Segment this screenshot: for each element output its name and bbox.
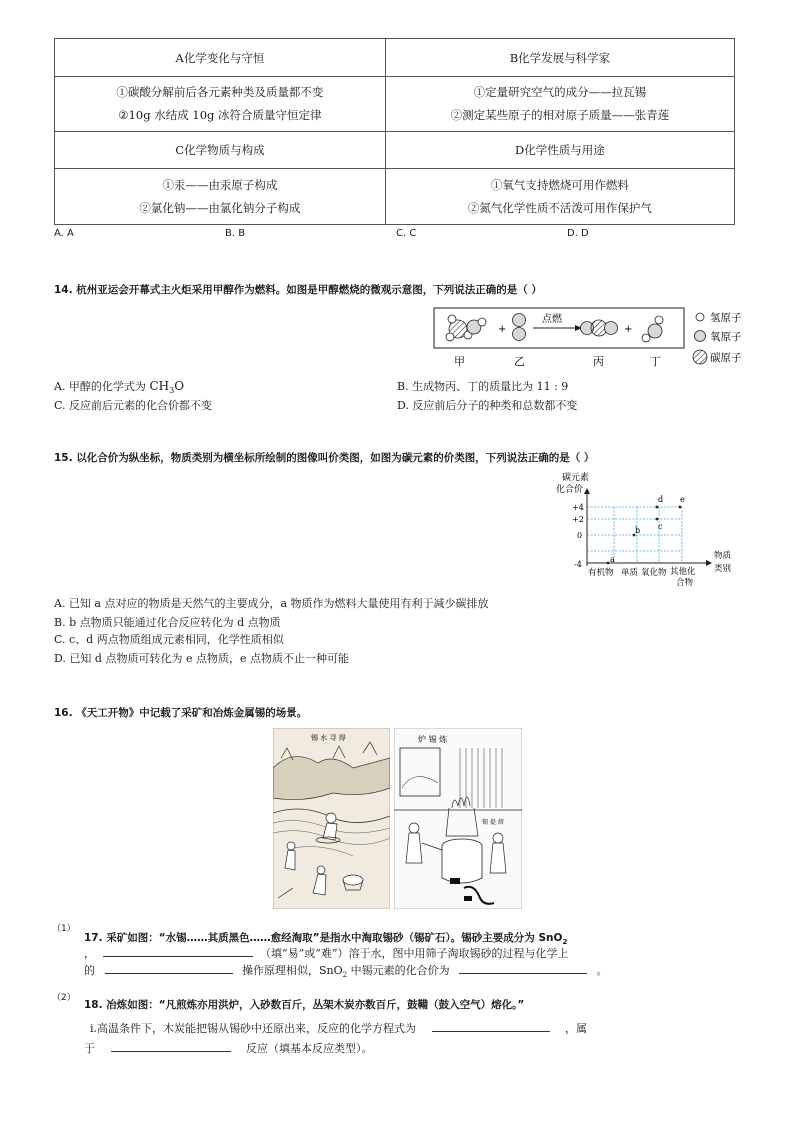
sub1-line3-text2: 中锡元素的化合价为 [347, 964, 450, 977]
ytick-minus4: -4 [574, 560, 582, 569]
label-ding: 丁 [650, 355, 661, 368]
sub2-line3 [84, 1040, 373, 1056]
cell-a-line-2: ②10g 水结成 10g 冰符合质量守恒定律 [118, 108, 322, 122]
cell-b-line-1: ①定量研究空气的成分——拉瓦锡 [473, 85, 647, 99]
molecule-jia [446, 315, 486, 341]
q15-option-a[interactable]: A. 已知 a 点对应的物质是天然气的主要成分，a 物质作为燃料大量使用有利于减少碳排放 [54, 597, 489, 610]
cell-c-body [55, 169, 386, 225]
svg-text:+: + [498, 324, 507, 335]
molecule-bing [581, 320, 618, 336]
cell-b-head: B化学发展与科学家 [385, 39, 734, 77]
sub1-title-sub: 2 [562, 938, 568, 947]
xcat-organic: 有机物 [588, 568, 614, 578]
sub2-line2 [90, 1020, 587, 1036]
carbon-atom-icon [693, 350, 707, 364]
sub1-line2-comma: ， [84, 947, 95, 960]
sub2-number: （2） [52, 993, 76, 1003]
q14-option-d[interactable]: D. 反应前后分子的种类和总数都不变 [397, 399, 578, 412]
sub2-line3-text: 反应（填基本反应类型）。 [246, 1042, 373, 1055]
cell-a-body [55, 77, 386, 132]
legend-carbon: 碳原子 [710, 352, 742, 364]
q16-title: 16. 《天工开物》中记载了采矿和冶炼金属锡的场景。 [54, 707, 308, 719]
cell-b-line-2: ②测定某些原子的相对原子质量——张青莲 [450, 108, 670, 122]
q15-option-b[interactable]: B. b 点物质只能通过化合反应转化为 d 点物质 [54, 616, 281, 629]
sub1-line3-de: 的 [84, 964, 95, 977]
q15-title: 15. 以化合价为纵坐标，物质类别为横坐标所绘制的图像叫价类图，如图为碳元素的价类图，下列说法正确的是（ ） [54, 452, 595, 464]
sub1-line3-text: 操作原理相似，SnO [242, 964, 343, 977]
q14-formula-tail: O [174, 379, 185, 393]
xcat-other-1: 其他化 [670, 567, 696, 577]
q14-option-a-text: A. 甲醇的化学式为 [54, 380, 150, 393]
cell-c-head: C化学物质与构成 [55, 132, 386, 169]
label-yi: 乙 [514, 355, 525, 368]
q14-option-b[interactable]: B. 生成物丙、丁的质量比为 11 : 9 [397, 380, 569, 393]
left-caption: 锡 水 寻 得 [311, 734, 346, 742]
q13-option-a[interactable]: A. A [54, 228, 74, 239]
xcat-other-2: 合物 [676, 578, 694, 588]
sub1-line2 [84, 945, 569, 961]
sub2-line2-text: ⅰ.高温条件下，木炭能把锡从锡砂中还原出来，反应的化学方程式为 [90, 1022, 417, 1035]
sub1-number: （1） [52, 924, 76, 934]
cell-a-line-1: ①碳酸分解前后各元素种类及质量都不变 [116, 85, 324, 99]
sub1-title [84, 930, 567, 946]
sub1-line2-text: （填“易”或“难”）溶于水，图中用筛子淘取锡砂的过程与化学上 [260, 947, 569, 960]
answer-blank-reaction-type[interactable] [111, 1040, 231, 1052]
chart-xlabel-2: 类别 [714, 564, 732, 574]
svg-text:+: + [624, 324, 633, 335]
cell-d-body [385, 169, 734, 225]
right-sign: 锡 提 熔 [482, 819, 504, 826]
point-b-label: b [635, 526, 641, 535]
chart-ylabel-1: 碳元素 [562, 473, 590, 483]
right-caption: 炉 锡 炼 [418, 735, 448, 744]
hydrogen-atom-icon [696, 313, 704, 321]
label-bing: 丙 [593, 355, 604, 368]
cell-a-head: A化学变化与守恒 [55, 39, 386, 77]
q14-reaction-diagram [430, 305, 760, 377]
ytick-plus4: +4 [572, 503, 584, 512]
sub1-line3-period: 。 [596, 964, 608, 977]
point-e-label: e [680, 495, 685, 504]
sub2-line2-shu: ，属 [565, 1022, 588, 1035]
chart-xlabel-1: 物质 [714, 551, 732, 561]
tin-mining-illustration [273, 728, 390, 909]
q14-formula-sub: 3 [169, 386, 175, 396]
sub1-line3 [84, 962, 608, 979]
answer-blank-valence[interactable] [459, 962, 587, 974]
molecule-yi [513, 314, 526, 341]
cell-b-body [385, 77, 734, 132]
point-e [679, 506, 682, 509]
chart-ylabel-2: 化合价 [556, 485, 584, 495]
point-d-label: d [658, 495, 664, 504]
point-d [656, 506, 659, 509]
arrow-label: 点燃 [542, 314, 562, 325]
q15-valence-chart [536, 470, 746, 592]
q14-title: 14. 杭州亚运会开幕式主火炬采用甲醇作为燃料。如图是甲醇燃烧的微观示意图，下列说法正确的是（ ） [54, 284, 542, 296]
q13-option-d[interactable]: D. D [567, 228, 589, 239]
point-a [607, 562, 610, 565]
point-c [656, 518, 659, 521]
molecule-ding [642, 316, 663, 342]
cell-d-line-1: ①氧气支持燃烧可用作燃料 [490, 177, 629, 192]
label-jia: 甲 [454, 355, 465, 368]
q15-option-d[interactable]: D. 已知 d 点物质可转化为 e 点物质，e 点物质不止一种可能 [54, 652, 349, 665]
sub2-title: 18. 冶炼如图：“凡煎炼亦用洪炉，入砂数百斤，丛架木炭亦数百斤，鼓鞴（鼓入空气）熔化。” [84, 999, 525, 1011]
answer-blank-operation[interactable] [105, 962, 233, 974]
cell-d-line-2: ②氮气化学性质不活泼可用作保护气 [467, 200, 652, 215]
legend-oxygen: 氧原子 [710, 331, 742, 343]
answer-blank-solubility[interactable] [103, 945, 253, 957]
point-a-label: a [610, 555, 615, 564]
sub1-title-text: 17. 采矿如图：“水锡……其质黑色……愈经淘取”是指水中淘取锡砂（锡矿石）。锡砂主要成分为 SnO [84, 932, 563, 944]
q14-option-c[interactable]: C. 反应前后元素的化合价都不变 [54, 399, 213, 412]
q13-option-b[interactable]: B. B [225, 228, 246, 239]
legend [693, 311, 742, 364]
q15-option-c[interactable]: C. c、d 两点物质组成元素相同，化学性质相似 [54, 633, 284, 646]
sub2-line3-yu: 于 [84, 1042, 95, 1055]
sub1-line3-sub: 2 [342, 971, 348, 980]
xcat-oxide: 氧化物 [641, 568, 667, 578]
q14-option-a[interactable] [54, 378, 184, 395]
ytick-zero: 0 [577, 531, 583, 540]
xcat-element: 单质 [621, 568, 639, 578]
q14-formula: CH [149, 379, 170, 393]
q13-option-c[interactable]: C. C [396, 228, 417, 239]
legend-hydrogen: 氢原子 [710, 312, 742, 324]
tin-smelting-illustration [394, 728, 522, 909]
cell-c-line-2: ②氯化钠——由氯化钠分子构成 [139, 200, 301, 215]
q13-options-table [54, 38, 735, 225]
ytick-plus2: +2 [572, 515, 584, 524]
cell-d-head: D化学性质与用途 [385, 132, 734, 169]
answer-blank-equation[interactable] [432, 1020, 550, 1032]
oxygen-atom-icon [695, 331, 706, 342]
cell-c-line-1: ①汞——由汞原子构成 [162, 177, 278, 192]
point-c-label: c [658, 522, 663, 531]
